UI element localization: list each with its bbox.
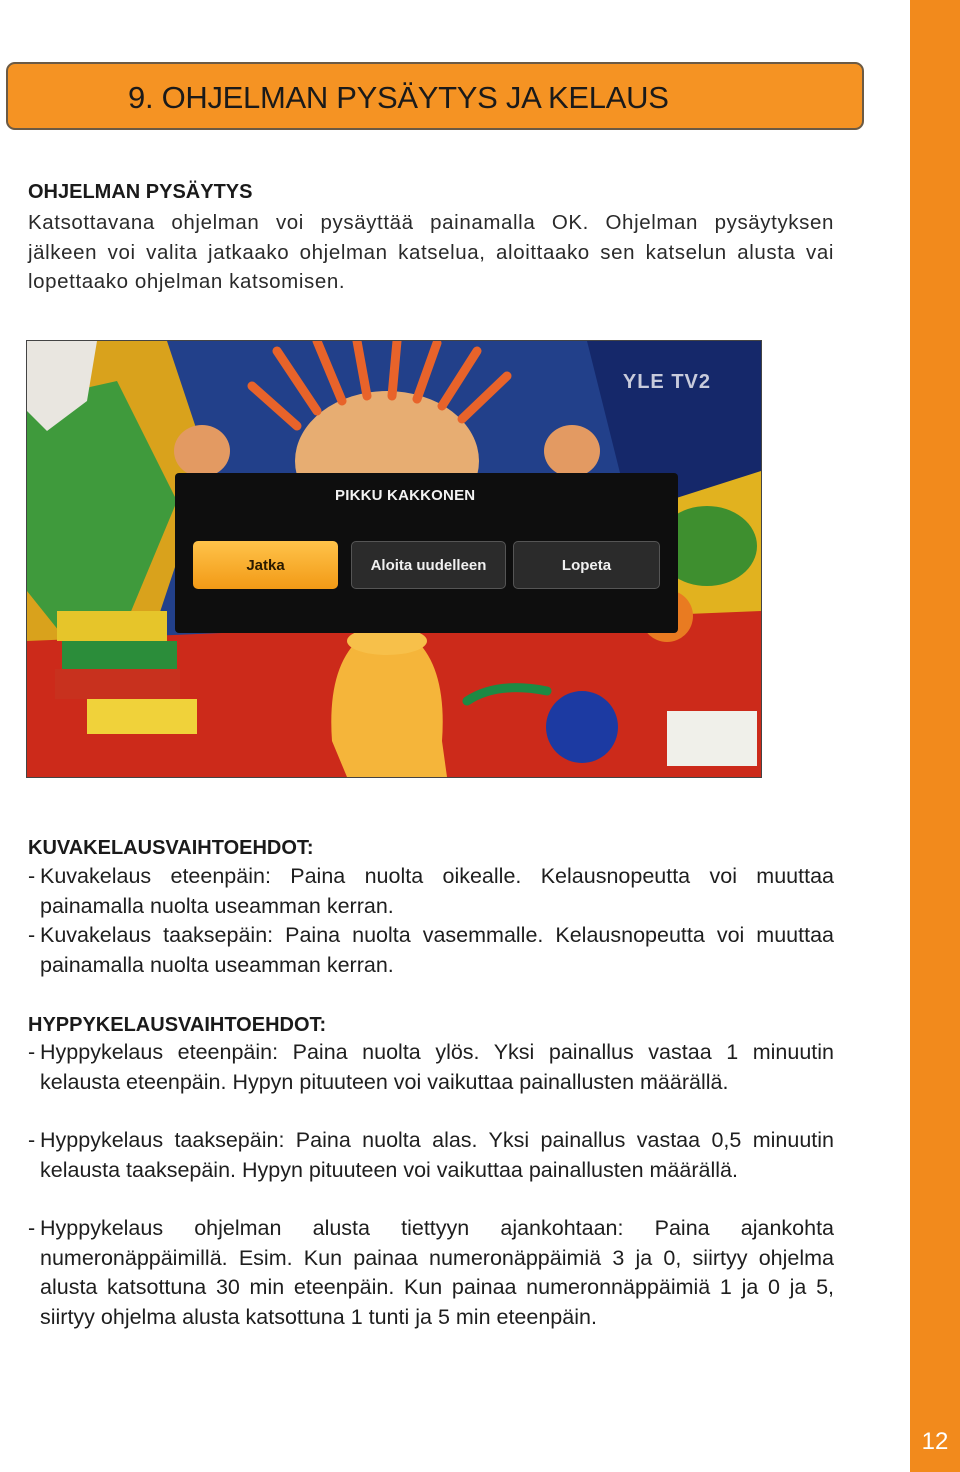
list-item [28, 921, 834, 980]
orange-side-bar [910, 0, 960, 1472]
bullet-dash: - [28, 1040, 36, 1064]
list-item [28, 1038, 834, 1097]
tv-screenshot [26, 340, 762, 778]
list-item-text: Hyppykelaus taaksepäin: Paina nuolta alas. Yksi painallus vastaa 0,5 minuutin kelausta taaksepäin. Hypyn pituuteen voi vaikuttaa painallusten määrällä. [40, 1128, 834, 1182]
list-item-text: Kuvakelaus eteenpäin: Paina nuolta oikealle. Kelausnopeutta voi muuttaa painamalla nuolta useamman kerran. [40, 864, 834, 918]
continue-button[interactable]: Jatka [193, 541, 338, 589]
section-heading-pause: OHJELMAN PYSÄYTYS [28, 181, 253, 203]
list-item [28, 1214, 834, 1332]
restart-button[interactable]: Aloita uudelleen [351, 541, 506, 589]
page-title: 9. OHJELMAN PYSÄYTYS JA KELAUS [128, 80, 669, 115]
list-item [28, 862, 834, 921]
pause-menu-title: PIKKU KAKKONEN [335, 487, 476, 504]
pause-menu-panel [175, 473, 678, 633]
list-item [28, 1126, 834, 1185]
stop-button[interactable]: Lopeta [513, 541, 660, 589]
channel-logo: YLE TV2 [622, 371, 711, 393]
list-item-text: Kuvakelaus taaksepäin: Paina nuolta vasemmalle. Kelausnopeutta voi muuttaa painamalla nuolta useamman kerran. [40, 923, 834, 977]
bullet-dash: - [28, 923, 36, 947]
bullet-dash: - [28, 1128, 36, 1152]
pause-paragraph: Katsottavana ohjelman voi pysäyttää painamalla OK. Ohjelman pysäytyksen jälkeen voi valita jatkaako ohjelman katselua, aloittaako sen katselun alusta vai lopettaako ohjelman katsomisen. [28, 211, 834, 293]
bullet-dash: - [28, 864, 36, 888]
list-item-text: Hyppykelaus ohjelman alusta tiettyyn ajankohtaan: Paina ajankohta numeronäppäimillä. Esim. Kun painaa numeronäppäimiä 3 ja 0, siirtyy ohjelma alusta katsottuna 30 min eteenpäin. Kun painaa numeronnäppäimiä 1 ja 0 ja 5, siirtyy ohjelma alusta katsottuna 1 tunti ja 5 min eteenpäin. [40, 1216, 834, 1329]
page-number: 12 [921, 1428, 949, 1455]
bullet-dash: - [28, 1216, 36, 1240]
section-heading-skip: HYPPYKELAUSVAIHTOEHDOT: [28, 1014, 327, 1036]
list-item-text: Hyppykelaus eteenpäin: Paina nuolta ylös. Yksi painallus vastaa 1 minuutin kelausta eteenpäin. Hypyn pituuteen voi vaikuttaa painallusten määrällä. [40, 1040, 834, 1094]
section-heading-scan: KUVAKELAUSVAIHTOEHDOT: [28, 837, 314, 859]
